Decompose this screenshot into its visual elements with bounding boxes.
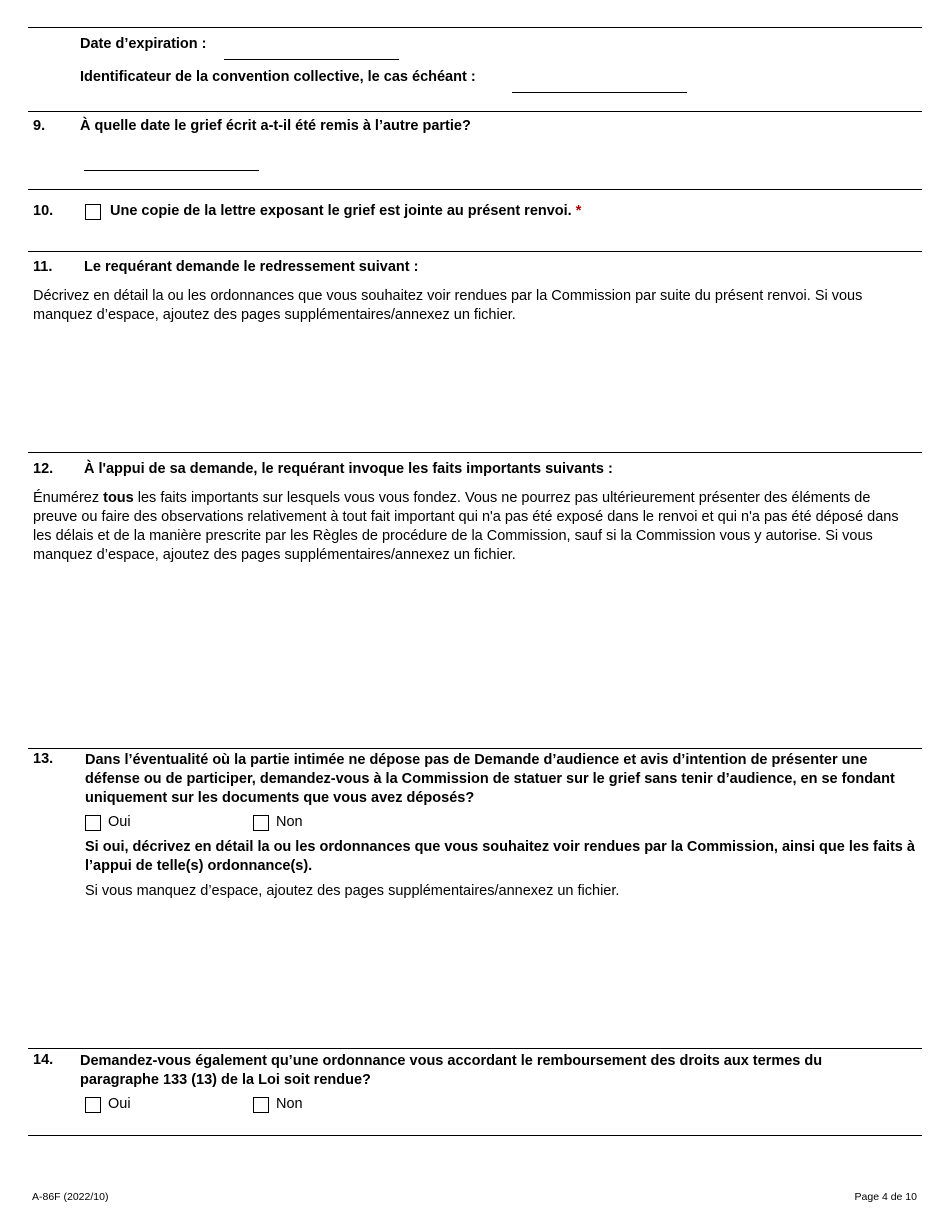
- q12-response-area[interactable]: [33, 575, 918, 740]
- q10-label: Une copie de la lettre exposant le grief est jointe au présent renvoi.: [110, 203, 572, 219]
- divider-q10: [28, 189, 922, 190]
- page-number: Page 4 de 10: [854, 1191, 917, 1203]
- q11-heading: Le requérant demande le redressement suivant :: [84, 259, 419, 275]
- q12-instructions-rest: les faits importants sur lesquels vous vous fondez. Vous ne pourrez pas ultérieurement présenter des éléments de preuve ou faire des observations relativement à tout fait important qui n'a pas été exposé dans le renvoi et qui n'a pas été déposé dans les délais et de la manière prescrite par les Règles de procédure de la Commission, sauf si la Commission vous y autorise. Si vous manquez d’espace, ajoutez des pages supplémentaires/annexez un fichier.: [33, 490, 899, 563]
- divider-q14: [28, 1048, 922, 1049]
- q11-number: 11.: [33, 259, 53, 275]
- q11-response-area[interactable]: [33, 330, 918, 445]
- q14-question: Demandez-vous également qu’une ordonnance vous accordant le remboursement des droits aux termes du paragraphe 133 (13) de la Loi soit rendue?: [80, 1053, 823, 1088]
- agreement-id-label: Identificateur de la convention collective, le cas échéant :: [80, 69, 476, 85]
- q13-yes-checkbox[interactable]: [85, 815, 101, 831]
- expiry-date-field[interactable]: [224, 59, 399, 60]
- q9-number: 9.: [33, 118, 46, 134]
- q12-number: 12.: [33, 461, 54, 477]
- q9-question: À quelle date le grief écrit a-t-il été remis à l’autre partie?: [80, 118, 471, 134]
- q14-yes-checkbox[interactable]: [85, 1097, 101, 1113]
- form-code: A-86F (2022/10): [32, 1191, 109, 1203]
- q11-instructions: Décrivez en détail la ou les ordonnances que vous souhaitez voir rendues par la Commission par suite du présent renvoi. Si vous manquez d’espace, ajoutez des pages supplémentaires/annexez un fichier.: [33, 288, 863, 323]
- divider-q12: [28, 452, 922, 453]
- q10-label-row: [110, 203, 581, 219]
- divider-q9: [28, 111, 922, 112]
- q9-date-field[interactable]: [84, 170, 259, 171]
- q14-no-label: Non: [276, 1096, 303, 1112]
- q13-response-area[interactable]: [85, 910, 915, 1040]
- q13-no-label: Non: [276, 814, 303, 830]
- expiry-date-label: Date d’expiration :: [80, 36, 207, 52]
- required-marker: *: [575, 203, 582, 219]
- q10-checkbox[interactable]: [85, 204, 101, 220]
- q13-space-note: Si vous manquez d’espace, ajoutez des pages supplémentaires/annexez un fichier.: [85, 883, 620, 899]
- q13-if-yes: Si oui, décrivez en détail la ou les ordonnances que vous souhaitez voir rendues par la Commission, ainsi que les faits à l’appui de telle(s) ordonnance(s).: [85, 839, 915, 874]
- q13-question: Dans l’éventualité où la partie intimée ne dépose pas de Demande d’audience et avis d’intention de présenter une défense ou de participer, demandez-vous à la Commission de statuer sur le grief sans tenir d’audience, en se fondant uniquement sur les documents que vous avez déposés?: [85, 752, 895, 806]
- q13-number: 13.: [33, 751, 54, 767]
- q12-instructions: [33, 489, 918, 565]
- q14-yes-label: Oui: [108, 1096, 131, 1112]
- q10-number: 10.: [33, 203, 54, 219]
- divider-bottom: [28, 1135, 922, 1136]
- q13-yes-label: Oui: [108, 814, 131, 830]
- agreement-id-field[interactable]: [512, 92, 687, 93]
- q14-number: 14.: [33, 1052, 54, 1068]
- divider-top: [28, 27, 922, 28]
- q13-no-checkbox[interactable]: [253, 815, 269, 831]
- q12-instructions-emphasis: tous: [103, 490, 134, 506]
- q14-no-checkbox[interactable]: [253, 1097, 269, 1113]
- q12-instructions-start: Énumérez: [33, 490, 104, 506]
- q12-heading: À l'appui de sa demande, le requérant invoque les faits importants suivants :: [84, 461, 613, 477]
- divider-q11: [28, 251, 922, 252]
- divider-q13: [28, 748, 922, 749]
